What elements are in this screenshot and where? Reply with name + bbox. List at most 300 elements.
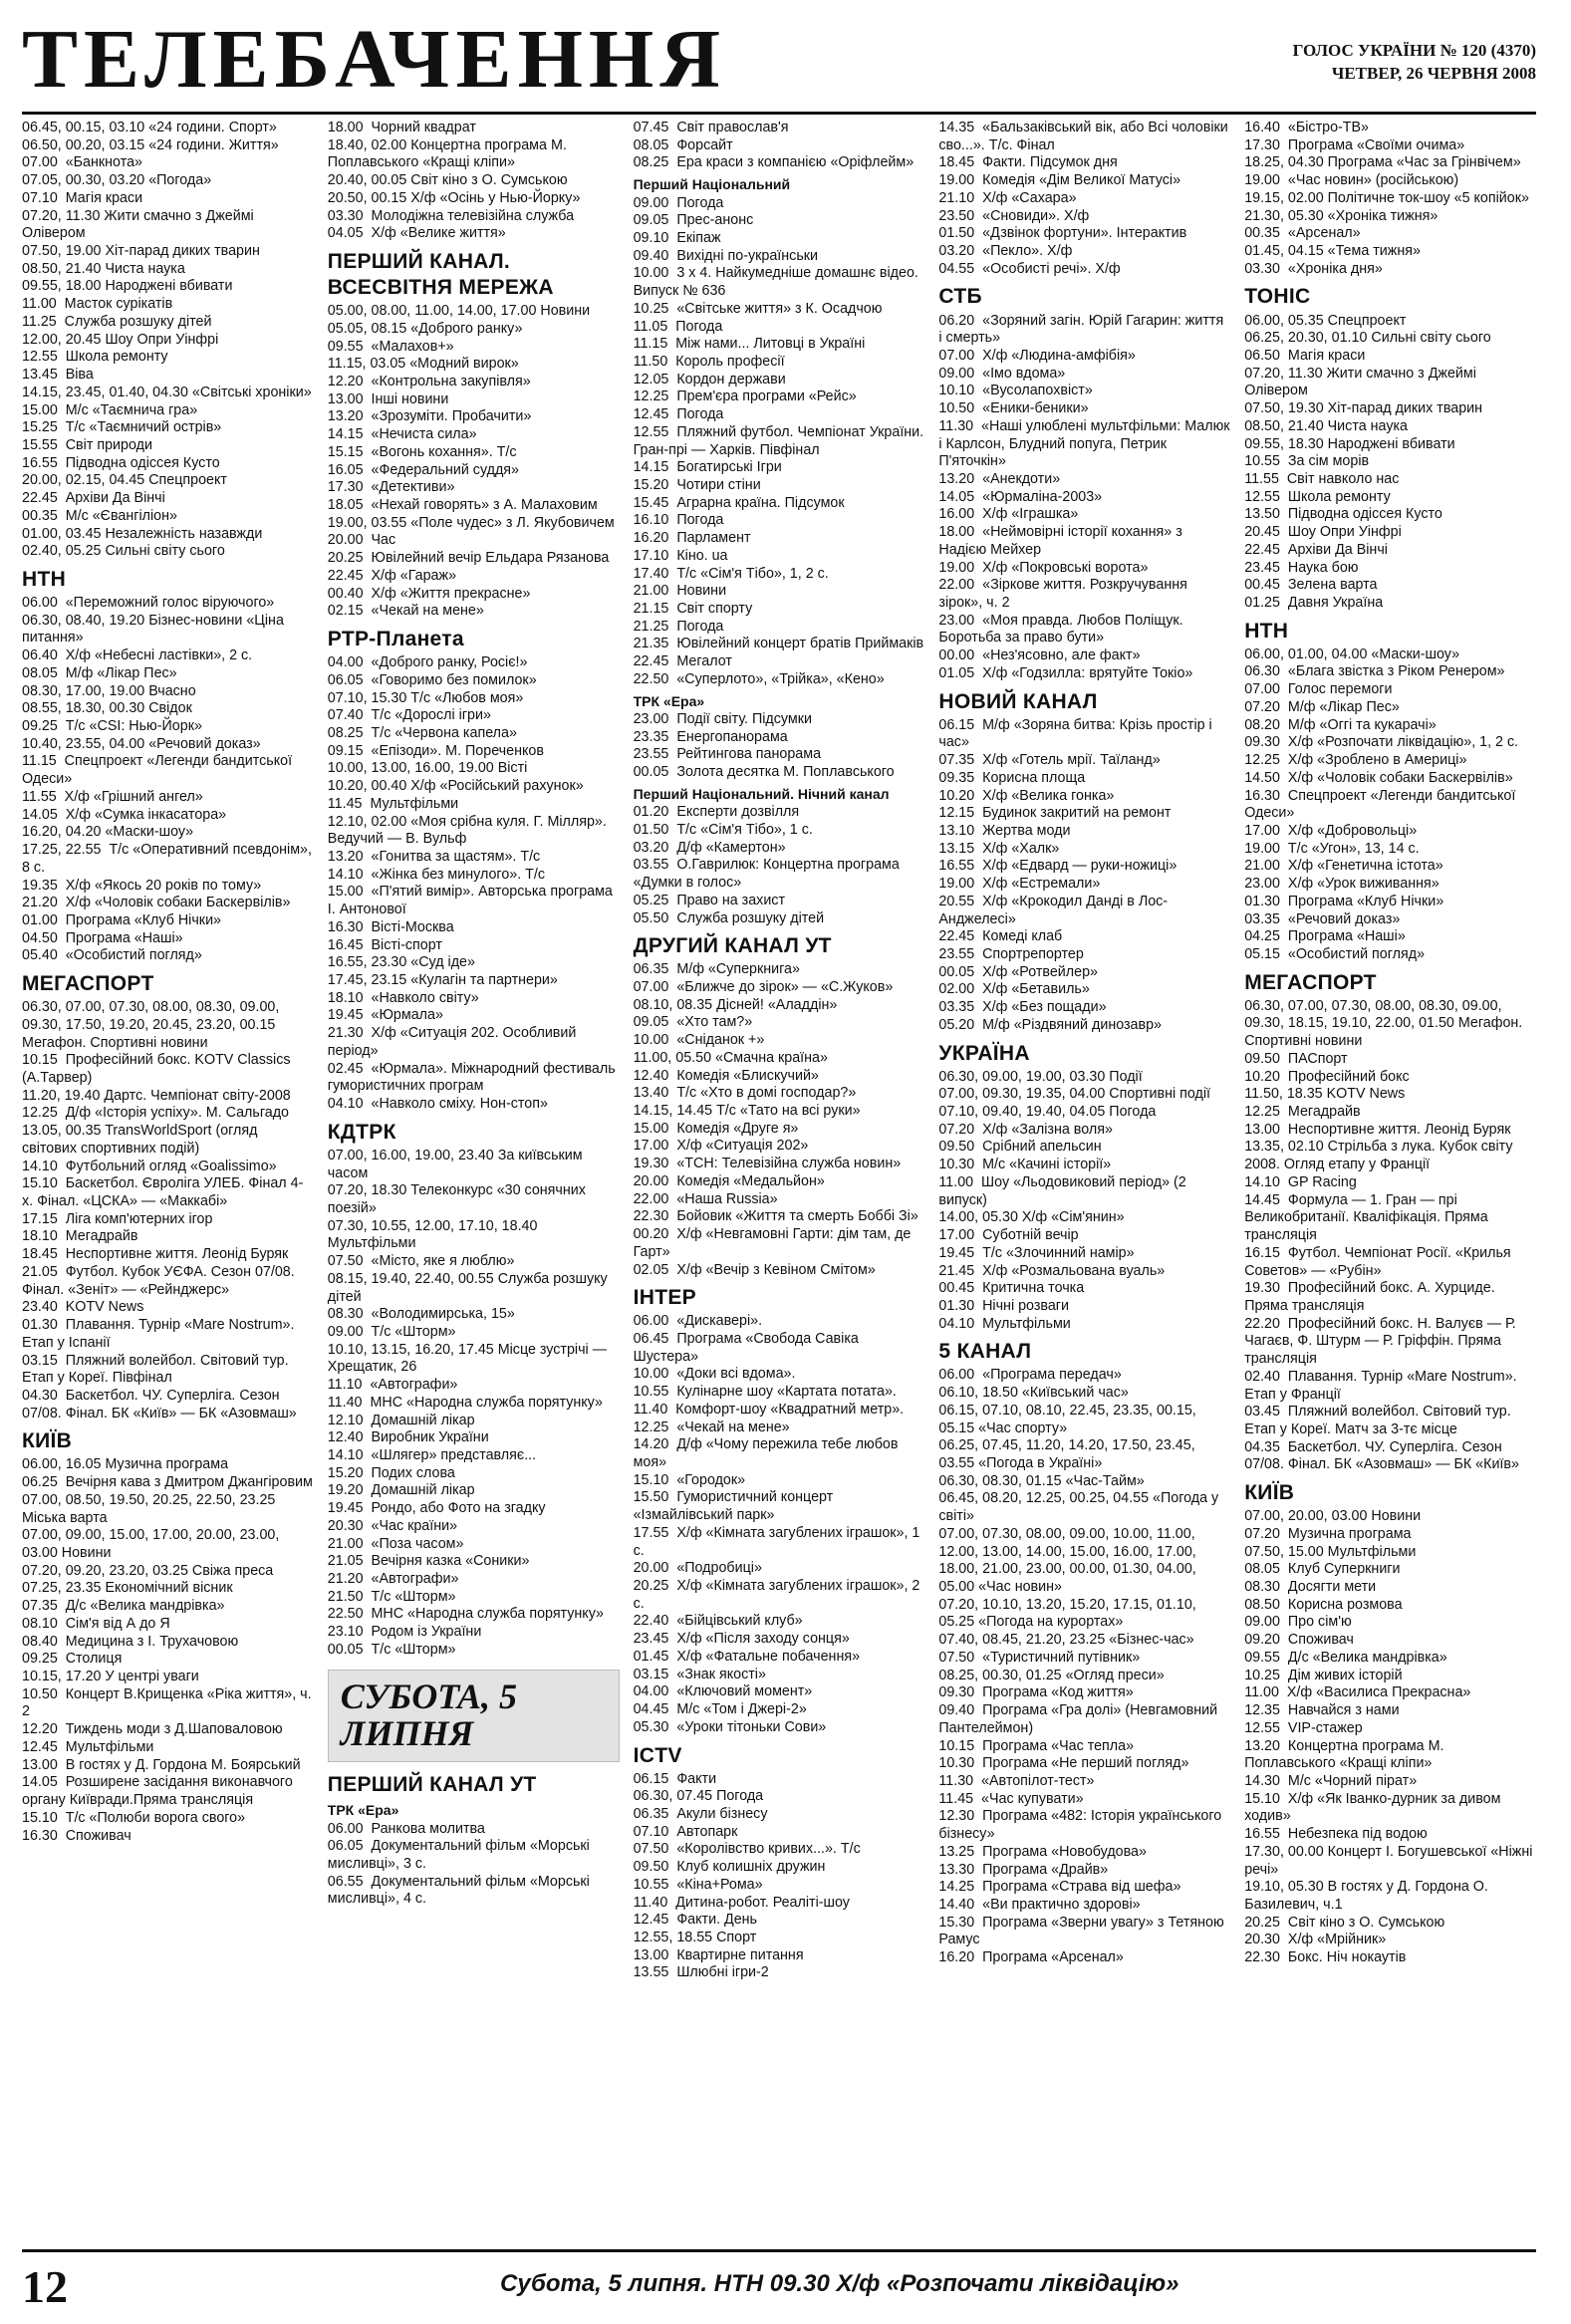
listing-item: 21.05 Футбол. Кубок УЄФА. Сезон 07/08. Фінал. «Зеніт» — «Рейнджерс» bbox=[22, 1263, 299, 1298]
listing-item: 03.15 Пляжний волейбол. Світовий тур. Етап у Кореї. Півфінал bbox=[22, 1352, 293, 1387]
listing-item: 11.50, 18.35 KOTV News bbox=[1244, 1086, 1406, 1103]
listing-item: 00.45 Зелена варта bbox=[1244, 577, 1378, 594]
channel-heading: ДРУГИЙ КАНАЛ УТ bbox=[633, 934, 832, 958]
listing-item: 03.35 Х/ф «Без пощади» bbox=[938, 999, 1107, 1016]
sub-heading: Перший Національний. Нічний канал bbox=[633, 785, 890, 802]
listing-item: 17.30 Програма «Своїми очима» bbox=[1244, 136, 1465, 153]
listing-item: 22.20 Професійний бокс. Н. Валуєв — Р. Чагаєв, Ф. Штурм — Р. Гріффін. Пряма трансляція bbox=[1244, 1315, 1520, 1368]
listing-item: 13.35, 02.10 Стрільба з лука. Кубок світу 2008. Огляд етапу у Франції bbox=[1244, 1139, 1517, 1173]
listing-item: 09.55, 18.30 Народжені вбивати bbox=[1244, 435, 1455, 452]
listing-item: 17.40 Т/с «Сім'я Тібо», 1, 2 с. bbox=[633, 565, 829, 582]
listing-item: 17.55 Х/ф «Кімната загублених іграшок», 1 с. bbox=[633, 1524, 924, 1559]
listing-item: 18.45 Факти. Підсумок дня bbox=[938, 154, 1118, 171]
listing-item: 23.55 Рейтингова панорама bbox=[633, 746, 822, 763]
issue-date: ЧЕТВЕР, 26 ЧЕРВНЯ 2008 bbox=[1331, 63, 1536, 83]
listing-item: 01.05 Х/ф «Годзилла: врятуйте Токіо» bbox=[938, 664, 1193, 681]
listing-item: 13.55 Шлюбні ігри-2 bbox=[633, 1964, 769, 1981]
listing-item: 02.15 «Чекай на мене» bbox=[327, 603, 484, 620]
listing-item: 06.55 Документальний фільм «Морські мисливці», 4 с. bbox=[327, 1873, 594, 1908]
listing-item: 21.00 Новини bbox=[633, 583, 727, 600]
listing-item: 07.00, 08.50, 19.50, 20.25, 22.50, 23.25 Міська варта bbox=[22, 1491, 280, 1526]
listing-item: 14.05 Х/ф «Сумка інкасатора» bbox=[22, 806, 227, 823]
listing-item: 20.00 Час bbox=[327, 532, 396, 549]
channel-heading: КДТРК bbox=[327, 1120, 396, 1144]
listing-item: 23.35 Енергопанорама bbox=[633, 728, 788, 745]
listing-item: 07.20, 10.10, 13.20, 15.20, 17.15, 01.10, 05.25 «Погода на курортах» bbox=[938, 1596, 1200, 1631]
listing-item: 07.20, 09.20, 23.20, 03.25 Свіжа преса bbox=[22, 1562, 274, 1579]
listing-item: 06.00 «Дискавері». bbox=[633, 1313, 763, 1330]
listing-item: 06.15 Факти bbox=[633, 1770, 717, 1787]
listing-item: 01.20 Експерти дозвілля bbox=[633, 804, 800, 821]
listing-item: 17.00 Суботній вечір bbox=[938, 1227, 1079, 1244]
listing-item: 17.30, 00.00 Концерт І. Богушевської «Ніжні речі» bbox=[1244, 1843, 1537, 1878]
listing-item: 10.55 «Кіна+Рома» bbox=[633, 1876, 763, 1893]
listing-item: 15.25 Т/с «Таємничий острів» bbox=[22, 419, 222, 436]
column-3 bbox=[633, 120, 928, 2231]
listing-item: 07.50, 19.00 Хіт-парад диких тварин bbox=[22, 243, 260, 260]
listing-item: 07.00, 16.00, 19.00, 23.40 За київським часом bbox=[327, 1147, 587, 1181]
listing-item: 07.00 «Ближче до зірок» — «С.Жуков» bbox=[633, 979, 894, 996]
listing-item: 11.30 «Наші улюблені мультфільми: Малюк і Карлсон, Блудний попуга, Петрик П'яточкін» bbox=[938, 417, 1234, 470]
listing-item: 01.50 Т/с «Сім'я Тібо», 1 с. bbox=[633, 821, 813, 838]
listing-item: 02.40, 05.25 Сильні світу сього bbox=[22, 543, 225, 560]
channel-heading: ІНТЕР bbox=[633, 1286, 696, 1310]
listing-item: 07.35 Д/с «Велика мандрівка» bbox=[22, 1598, 225, 1615]
listing-item: 11.10 «Автографи» bbox=[327, 1377, 458, 1394]
listing-item: 21.30 Х/ф «Ситуація 202. Особливий період» bbox=[327, 1025, 581, 1059]
channel-heading: НТН bbox=[22, 567, 67, 591]
listing-item: 05.00, 08.00, 11.00, 14.00, 17.00 Новини bbox=[327, 303, 591, 320]
listing-item: 14.05 Розширене засідання виконавчого органу Київради.Пряма трансляція bbox=[22, 1774, 297, 1809]
listing-item: 10.25 «Світське життя» з К. Осадчою bbox=[633, 300, 883, 317]
listing-item: 07.00, 20.00, 03.00 Новини bbox=[1244, 1508, 1422, 1525]
listing-item: 23.45 Х/ф «Після заходу сонця» bbox=[633, 1631, 850, 1648]
listing-item: 00.00 «Нез'ясовно, але факт» bbox=[938, 647, 1141, 664]
listing-item: 21.45 Х/ф «Розмальована вуаль» bbox=[938, 1262, 1166, 1279]
listing-item: 02.00 Х/ф «Бетавиль» bbox=[938, 981, 1090, 998]
listing-item: 12.30 Програма «482: Історія українського бізнесу» bbox=[938, 1808, 1226, 1843]
listing-item: 09.00 Про сім'ю bbox=[1244, 1614, 1352, 1631]
listing-item: 20.25 Ювілейний вечір Ельдара Рязанова bbox=[327, 550, 610, 567]
listing-item: 03.15 «Знак якості» bbox=[633, 1666, 766, 1682]
listing-item: 15.10 Баскетбол. Євроліга УЛЕБ. Фінал 4-х. Фінал. «ЦСКА» — «Маккабі» bbox=[22, 1175, 304, 1210]
listing-item: 08.40 Медицина з І. Трухачовою bbox=[22, 1633, 239, 1650]
listing-item: 10.00, 13.00, 16.00, 19.00 Вісті bbox=[327, 760, 528, 777]
listing-item: 01.50 «Дзвінок фортуни». Інтерактив bbox=[938, 225, 1187, 242]
listing-item: 08.30 «Володимирська, 15» bbox=[327, 1306, 515, 1323]
listing-item: 14.30 М/с «Чорний пірат» bbox=[1244, 1772, 1418, 1789]
listing-item: 03.30 «Хроніка дня» bbox=[1244, 260, 1383, 277]
listing-item: 15.20 Подих слова bbox=[327, 1464, 455, 1481]
listing-item: 12.25 Х/ф «Зроблено в Америці» bbox=[1244, 752, 1467, 769]
listing-item: 00.20 Х/ф «Невгамовні Гарти: дім там, де Гарт» bbox=[633, 1226, 916, 1260]
listing-item: 07.40, 08.45, 21.20, 23.25 «Бізнес-час» bbox=[938, 1632, 1194, 1649]
listing-item: 08.05 Клуб Суперкниги bbox=[1244, 1561, 1401, 1578]
listing-item: 03.20 Д/ф «Камертон» bbox=[633, 839, 786, 856]
listing-item: 23.00 «Моя правда. Любов Поліщук. Боротьба за право бути» bbox=[938, 612, 1187, 646]
listing-item: 22.45 Архіви Да Вінчі bbox=[22, 490, 165, 507]
listing-item: 09.00 Т/с «Шторм» bbox=[327, 1323, 456, 1340]
listing-item: 08.50, 21.40 Чиста наука bbox=[1244, 417, 1408, 434]
listing-item: 23.00 Події світу. Підсумки bbox=[633, 711, 812, 727]
listing-item: 19.15, 02.00 Політичне ток-шоу «5 копійок» bbox=[1244, 189, 1529, 206]
channel-heading: НТН bbox=[1244, 619, 1289, 643]
listing-item: 21.20 «Автографи» bbox=[327, 1571, 459, 1588]
listing-item: 09.40 Програма «Гра долі» (Невгамовний Пантелеймон) bbox=[938, 1702, 1222, 1736]
listing-item: 14.15, 14.45 Т/с «Тато на всі руки» bbox=[633, 1103, 861, 1120]
column-4 bbox=[938, 120, 1234, 2231]
listing-item: 10.50 «Еники-беники» bbox=[938, 400, 1089, 417]
listing-item: 05.25 Право на захист bbox=[633, 892, 786, 908]
listing-item: 09.10 Екіпаж bbox=[633, 229, 721, 246]
listing-item: 10.15 Програма «Час тепла» bbox=[938, 1737, 1135, 1754]
listing-item: 06.00, 05.35 Спецпроект bbox=[1244, 312, 1407, 329]
listing-item: 16.10 Погода bbox=[633, 512, 724, 529]
listing-item: 06.00, 16.05 Музична програма bbox=[22, 1456, 229, 1473]
listing-item: 06.05 Документальний фільм «Морські мисливці», 3 с. bbox=[327, 1838, 594, 1873]
listing-item: 07.25, 23.35 Економічний вісник bbox=[22, 1580, 233, 1597]
listing-item: 21.05 Вечірня казка «Соники» bbox=[327, 1553, 530, 1570]
listing-item: 12.35 Навчайся з нами bbox=[1244, 1702, 1400, 1719]
listing-item: 07.50 «Королівство кривих...». Т/с bbox=[633, 1841, 861, 1858]
listing-item: 18.40, 02.00 Концертна програма М. Поплавського «Кращі кліпи» bbox=[327, 136, 571, 171]
listing-item: 11.30 «Автопілот-тест» bbox=[938, 1772, 1095, 1789]
listing-item: 11.00 Шоу «Льодовиковий період» (2 випуск) bbox=[938, 1173, 1190, 1208]
listing-item: 06.30, 08.30, 01.15 «Час-Тайм» bbox=[938, 1472, 1145, 1489]
listing-item: 11.55 Х/ф «Грішний ангел» bbox=[22, 788, 203, 805]
listing-item: 14.10 GP Racing bbox=[1244, 1173, 1357, 1190]
listing-item: 16.55 Небезпека під водою bbox=[1244, 1826, 1428, 1843]
listing-item: 07.50 «Туристичний путівник» bbox=[938, 1649, 1141, 1666]
listing-item: 13.00 Інші новини bbox=[327, 390, 449, 407]
listing-item: 15.45 Аграрна країна. Підсумок bbox=[633, 494, 845, 511]
listing-item: 11.45 Мультфільми bbox=[327, 795, 459, 812]
listing-item: 15.00 М/с «Таємнича гра» bbox=[22, 401, 198, 418]
listing-item: 05.50 Служба розшуку дітей bbox=[633, 909, 825, 926]
listing-item: 09.40 Вихідні по-українськи bbox=[633, 247, 819, 264]
listing-item: 07.05, 00.30, 03.20 «Погода» bbox=[22, 172, 212, 189]
listing-item: 19.10, 05.30 В гостях у Д. Гордона О. Базилевич, ч.1 bbox=[1244, 1879, 1492, 1913]
listing-item: 03.30 Молодіжна телевізійна служба bbox=[327, 207, 575, 224]
listing-item: 10.00 «Доки всі вдома». bbox=[633, 1366, 796, 1383]
listing-item: 22.40 «Бійцівський клуб» bbox=[633, 1613, 803, 1630]
listing-item: 11.15 Між нами... Литовці в Україні bbox=[633, 336, 866, 353]
listing-item: 19.45 «Юрмала» bbox=[327, 1007, 443, 1024]
listing-item: 03.20 «Пекло». Х/ф bbox=[938, 243, 1073, 260]
listing-item: 14.15 Богатирські Ігри bbox=[633, 459, 782, 476]
listing-item: 12.10, 02.00 «Моя срібна куля. Г. Мілляр». Ведучий — В. Вульф bbox=[327, 813, 611, 848]
listing-item: 23.40 KOTV News bbox=[22, 1299, 144, 1316]
listing-item: 23.50 «Сновиди». Х/ф bbox=[938, 207, 1090, 224]
listing-item: 13.20 Концертна програма М. Поплавського «Кращі кліпи» bbox=[1244, 1737, 1448, 1772]
sub-heading: ТРК «Ера» bbox=[327, 1802, 399, 1819]
paper-name: ГОЛОС УКРАЇНИ № 120 (4370) bbox=[1292, 41, 1536, 60]
listing-item: 19.00, 03.55 «Поле чудес» з Л. Якубовичем bbox=[327, 514, 615, 531]
listing-item: 20.50, 00.15 Х/ф «Осінь у Нью-Йорку» bbox=[327, 189, 581, 206]
listing-item: 05.05, 08.15 «Доброго ранку» bbox=[327, 320, 523, 337]
listing-item: 07.00 Х/ф «Людина-амфібія» bbox=[938, 347, 1136, 364]
listing-item: 02.45 «Юрмала». Міжнародний фестиваль гумористичних програм bbox=[327, 1060, 620, 1095]
listing-item: 04.25 Програма «Наші» bbox=[1244, 928, 1406, 945]
listing-item: 19.45 Рондо, або Фото на згадку bbox=[327, 1500, 546, 1517]
listing-item: 10.20, 00.40 Х/ф «Російський рахунок» bbox=[327, 778, 584, 795]
listing-item: 19.30 «ТСН: Телевізійна служба новин» bbox=[633, 1156, 902, 1172]
listing-item: 17.45, 23.15 «Кулагін та партнери» bbox=[327, 972, 558, 988]
listing-item: 12.10 Домашній лікар bbox=[327, 1412, 475, 1428]
listing-item: 06.00, 01.00, 04.00 «Маски-шоу» bbox=[1244, 646, 1460, 662]
listing-item: 10.15, 17.20 У центрі уваги bbox=[22, 1669, 199, 1685]
listing-item: 10.00 «Сніданок +» bbox=[633, 1032, 765, 1049]
listing-item: 14.15 «Нечиста сила» bbox=[327, 426, 477, 443]
listing-item: 08.30, 17.00, 19.00 Вчасно bbox=[22, 682, 196, 699]
listing-item: 16.55 Х/ф «Едвард — руки-ножиці» bbox=[938, 858, 1178, 875]
listing-item: 13.00 Квартирне питання bbox=[633, 1946, 804, 1963]
listing-item: 16.00 Х/ф «Іграшка» bbox=[938, 506, 1079, 523]
listing-item: 12.55 VIP-стажер bbox=[1244, 1719, 1363, 1736]
listing-item: 14.20 Д/ф «Чому пережила тебе любов моя» bbox=[633, 1436, 903, 1471]
listing-item: 10.15 Професійний бокс. KOTV Classics (А.Тарвер) bbox=[22, 1052, 295, 1086]
listing-item: 19.00 «Час новин» (російською) bbox=[1244, 172, 1459, 189]
listing-item: 07.10, 09.40, 19.40, 04.05 Погода bbox=[938, 1104, 1157, 1121]
listing-item: 05.30 «Уроки тітоньки Сови» bbox=[633, 1718, 827, 1735]
listing-item: 04.00 «Ключовий момент» bbox=[633, 1683, 813, 1700]
listing-item: 16.20, 04.20 «Маски-шоу» bbox=[22, 824, 194, 841]
listing-item: 07.20, 11.30 Жити смачно з Джеймі Олівером bbox=[22, 207, 258, 242]
listing-item: 11.50 Король професії bbox=[633, 353, 785, 370]
listing-item: 00.05 Золота десятка М. Поплавського bbox=[633, 764, 895, 781]
listing-item: 06.20 «Зоряний загін. Юрій Гагарин: життя і смерть» bbox=[938, 312, 1228, 347]
listing-item: 17.10 Кіно. ua bbox=[633, 547, 728, 564]
listing-item: 21.15 Світ спорту bbox=[633, 601, 753, 618]
page-header bbox=[22, 13, 1536, 113]
listing-item: 10.55 За сім морів bbox=[1244, 453, 1370, 470]
listing-item: 23.45 Наука бою bbox=[1244, 559, 1359, 576]
listing-item: 06.25 Вечірня кава з Дмитром Джангіровим bbox=[22, 1474, 313, 1491]
channel-heading: КИЇВ bbox=[1244, 1481, 1295, 1505]
listing-item: 10.50 Концерт В.Крищенка «Ріка життя», ч. 2 bbox=[22, 1685, 316, 1720]
listing-item: 14.00, 05.30 Х/ф «Сім'янин» bbox=[938, 1209, 1125, 1226]
listing-item: 10.20 Професійний бокс bbox=[1244, 1068, 1410, 1085]
listing-item: 06.40 Х/ф «Небесні ластівки», 2 с. bbox=[22, 647, 253, 664]
listing-item: 21.20 Х/ф «Чоловік собаки Баскервілів» bbox=[22, 895, 291, 911]
listing-item: 23.10 Родом із України bbox=[327, 1624, 482, 1641]
listing-item: 19.00 Т/с «Угон», 13, 14 с. bbox=[1244, 840, 1420, 857]
listing-item: 19.00 Комедія «Дім Великої Матусі» bbox=[938, 172, 1181, 189]
listing-item: 06.45, 08.20, 12.25, 00.25, 04.55 «Погода у світі» bbox=[938, 1490, 1223, 1525]
channel-heading: МЕГАСПОРТ bbox=[1244, 970, 1377, 994]
listing-item: 00.40 Х/ф «Життя прекрасне» bbox=[327, 585, 531, 602]
header-rule bbox=[22, 112, 1536, 115]
channel-heading: МЕГАСПОРТ bbox=[22, 972, 154, 996]
listing-item: 15.00 «П'ятий вимір». Авторська програма І. Антонової bbox=[327, 884, 617, 918]
listing-item: 19.20 Домашній лікар bbox=[327, 1482, 475, 1499]
listing-item: 04.35 Баскетбол. ЧУ. Суперліга. Сезон 07/08. Фінал. БК «Азовмаш» — БК «Київ» bbox=[1244, 1438, 1519, 1473]
channel-heading: ПЕРШИЙ КАНАЛ УТ bbox=[327, 1773, 537, 1797]
listing-item: 21.10 Х/ф «Сахара» bbox=[938, 189, 1077, 206]
listing-item: 04.55 «Особисті речі». Х/ф bbox=[938, 260, 1121, 277]
listing-item: 06.45, 00.15, 03.10 «24 години. Спорт» bbox=[22, 120, 277, 135]
column-1 bbox=[22, 120, 314, 2231]
listing-item: 14.40 «Ви практично здорові» bbox=[938, 1896, 1141, 1913]
listing-item: 06.35 Акули бізнесу bbox=[633, 1805, 768, 1822]
listing-item: 17.30 «Детективи» bbox=[327, 479, 455, 496]
listing-item: 01.45, 04.15 «Тема тижня» bbox=[1244, 243, 1421, 260]
listing-item: 08.05 Форсайт bbox=[633, 136, 733, 153]
listing-item: 07.00, 07.30, 08.00, 09.00, 10.00, 11.00, 12.00, 13.00, 14.00, 15.00, 16.00, 17.00, 18.00, 21.00, 23.00, 00.00, 01.30, 04.00, 05.00 «Час новин» bbox=[938, 1525, 1200, 1596]
listing-item: 07.10 Магія краси bbox=[22, 189, 143, 206]
listing-item: 01.45 Х/ф «Фатальне побачення» bbox=[633, 1648, 861, 1665]
listing-item: 06.00 «Переможний голос віруючого» bbox=[22, 595, 275, 611]
listing-item: 17.00 Х/ф «Ситуація 202» bbox=[633, 1138, 809, 1155]
listing-item: 22.00 «Наша Russia» bbox=[633, 1190, 778, 1207]
channel-heading: КИЇВ bbox=[22, 1429, 73, 1453]
listing-item: 20.45 Шоу Опри Уінфрі bbox=[1244, 524, 1402, 541]
listing-item: 06.30, 07.00, 07.30, 08.00, 08.30, 09.00, 09.30, 18.15, 19.10, 22.00, 01.50 Мегафон. Спортивні новини bbox=[1244, 997, 1527, 1050]
listing-item: 04.10 «Навколо сміху. Нон-стоп» bbox=[327, 1096, 548, 1113]
listing-item: 17.00 Х/ф «Добровольці» bbox=[1244, 822, 1418, 839]
listing-item: 13.50 Підводна одіссея Кусто bbox=[1244, 506, 1442, 523]
listing-item: 18.10 «Навколо світу» bbox=[327, 989, 479, 1006]
listing-item: 11.15, 03.05 «Модний вирок» bbox=[327, 356, 519, 373]
listing-item: 10.10, 13.15, 16.20, 17.45 Місце зустрічі — Хрещатик, 26 bbox=[327, 1341, 611, 1376]
listing-item: 03.35 «Речовий доказ» bbox=[1244, 910, 1401, 927]
listing-item: 00.35 «Арсенал» bbox=[1244, 225, 1361, 242]
listing-item: 14.10 «Жінка без минулого». Т/с bbox=[327, 866, 546, 883]
channel-heading: НОВИЙ КАНАЛ bbox=[938, 689, 1098, 713]
channel-heading: ТОНІС bbox=[1244, 285, 1311, 309]
listing-item: 21.35 Ювілейний концерт братів Приймаків bbox=[633, 636, 924, 652]
listing-item: 10.55 Кулінарне шоу «Картата потата». bbox=[633, 1384, 897, 1401]
listing-item: 12.40 Комедія «Блискучий» bbox=[633, 1067, 819, 1084]
listing-item: 10.20 Х/ф «Велика гонка» bbox=[938, 787, 1115, 804]
listing-item: 18.45 Неспортивне життя. Леонід Буряк bbox=[22, 1246, 289, 1263]
listing-item: 11.00 Х/ф «Василиса Прекрасна» bbox=[1244, 1684, 1471, 1701]
listing-item: 16.30 Споживач bbox=[22, 1827, 131, 1844]
listing-item: 06.30, 07.00, 07.30, 08.00, 08.30, 09.00, 09.30, 17.50, 19.20, 20.45, 23.20, 00.15 Мегафон. Спортивні новини bbox=[22, 999, 284, 1051]
listing-item: 23.00 Х/ф «Урок виживання» bbox=[1244, 876, 1440, 893]
listing-item: 15.15 «Вогонь кохання». Т/с bbox=[327, 443, 517, 460]
listing-item: 00.05 Х/ф «Ротвейлер» bbox=[938, 963, 1098, 980]
listing-item: 13.00 Неспортивне життя. Леонід Буряк bbox=[1244, 1121, 1511, 1138]
listing-item: 12.45 Погода bbox=[633, 406, 724, 423]
listing-item: 16.05 «Федеральний суддя» bbox=[327, 461, 520, 478]
listing-item: 08.10 Сім'я від А до Я bbox=[22, 1615, 170, 1632]
listing-item: 05.40 «Особистий погляд» bbox=[22, 947, 202, 964]
listing-item: 11.00 Масток сурікатів bbox=[22, 296, 173, 313]
listing-item: 09.50 Клуб колишніх дружин bbox=[633, 1859, 826, 1876]
listing-item: 03.45 Пляжний волейбол. Світовий тур. Етап у Кореї. Матч за 3-тє місце bbox=[1244, 1404, 1515, 1437]
listing-item: 07.50, 19.30 Хіт-парад диких тварин bbox=[1244, 400, 1483, 417]
listing-item: 19.00 Х/ф «Естремали» bbox=[938, 876, 1101, 893]
listing-item: 09.20 Споживач bbox=[1244, 1632, 1354, 1649]
page-footer bbox=[22, 2249, 1536, 2312]
listing-item: 07.20, 11.30 Жити смачно з Джеймі Олівером bbox=[1244, 365, 1480, 399]
listing-item: 12.55 Пляжний футбол. Чемпіонат України. Гран-прі — Харків. Півфінал bbox=[633, 423, 928, 458]
listing-item: 11.25 Служба розшуку дітей bbox=[22, 313, 212, 330]
listing-item: 06.15, 07.10, 08.10, 22.45, 23.35, 00.15, 05.15 «Час спорту» bbox=[938, 1402, 1200, 1436]
listing-item: 16.55, 23.30 «Суд іде» bbox=[327, 954, 475, 971]
listing-item: 07.00 «Банкнота» bbox=[22, 154, 142, 171]
listing-item: 02.05 Х/ф «Вечір з Кевіном Смітом» bbox=[633, 1261, 876, 1278]
listing-item: 10.30 М/с «Качині історії» bbox=[938, 1157, 1112, 1173]
listing-item: 18.00 «Неймовірні історії кохання» з Надією Мейхер bbox=[938, 524, 1186, 558]
listing-item: 22.45 Архіви Да Вінчі bbox=[1244, 541, 1388, 558]
listing-item: 08.05 М/ф «Лікар Пес» bbox=[22, 664, 177, 681]
listing-item: 16.30 Вісті-Москва bbox=[327, 918, 454, 935]
listing-item: 10.40, 23.55, 04.00 «Речовий доказ» bbox=[22, 735, 261, 752]
listing-item: 20.00, 02.15, 04.45 Спецпроект bbox=[22, 472, 227, 489]
listing-item: 07.30, 10.55, 12.00, 17.10, 18.40 Мультфільми bbox=[327, 1217, 542, 1252]
listing-item: 08.30 Досягти мети bbox=[1244, 1579, 1377, 1596]
listing-item: 06.30, 07.45 Погода bbox=[633, 1788, 764, 1805]
channel-heading: ICTV bbox=[633, 1743, 682, 1767]
listing-item: 09.05 Прес-анонс bbox=[633, 212, 754, 229]
listing-item: 07.35 Х/ф «Готель мрії. Таїланд» bbox=[938, 752, 1161, 769]
listing-item: 21.00 Х/ф «Генетична істота» bbox=[1244, 858, 1443, 875]
sub-heading: Перший Національний bbox=[633, 176, 791, 193]
listing-item: 15.55 Світ природи bbox=[22, 436, 152, 453]
listing-item: 01.25 Давня Україна bbox=[1244, 595, 1384, 611]
listing-item: 06.10, 18.50 «Київський час» bbox=[938, 1385, 1129, 1402]
listing-item: 12.25 Прем'єра програми «Рейс» bbox=[633, 388, 857, 405]
listing-item: 17.15 Ліга комп'ютерних ігор bbox=[22, 1210, 213, 1227]
listing-item: 06.35 М/ф «Суперкнига» bbox=[633, 961, 800, 978]
listing-item: 12.25 Д/ф «Історія успіху». М. Сальгадо bbox=[22, 1105, 289, 1122]
listing-item: 06.30 «Блага звістка з Ріком Ренером» bbox=[1244, 663, 1505, 680]
column-2 bbox=[328, 120, 620, 2231]
listing-item: 13.45 Віва bbox=[22, 367, 94, 384]
listing-item: 16.30 Спецпроект «Легенди бандитської Одеси» bbox=[1244, 787, 1520, 822]
listing-item: 16.45 Вісті-спорт bbox=[327, 936, 442, 953]
listing-item: 13.20 «Анекдоти» bbox=[938, 470, 1061, 487]
listing-item: 12.00, 20.45 Шоу Опри Уінфрі bbox=[22, 331, 219, 348]
channel-heading: ПЕРШИЙ КАНАЛ. ВСЕСВІТНЯ МЕРЕЖА bbox=[327, 250, 554, 300]
listing-item: 09.50 ПАСпорт bbox=[1244, 1050, 1348, 1067]
listing-item: 08.15, 19.40, 22.40, 00.55 Служба розшуку дітей bbox=[327, 1270, 612, 1305]
listing-item: 08.50, 21.40 Чиста наука bbox=[22, 260, 185, 277]
listing-item: 20.55 Х/ф «Крокодил Данді в Лос-Анджелесі» bbox=[938, 893, 1169, 927]
listing-item: 13.10 Жертва моди bbox=[938, 822, 1071, 839]
listing-item: 18.10 Мегадрайв bbox=[22, 1228, 138, 1245]
listing-item: 13.05, 00.35 TransWorldSport (огляд світових спортивних подій) bbox=[22, 1123, 262, 1157]
listing-item: 22.45 Х/ф «Гараж» bbox=[327, 567, 457, 584]
footer-promo: Субота, 5 липня. НТН 09.30 Х/ф «Розпочати ліквідацію» bbox=[500, 2270, 1179, 2297]
listing-item: 11.00, 05.50 «Смачна країна» bbox=[633, 1049, 828, 1066]
listing-item: 07.45 Світ православ'я bbox=[633, 120, 789, 135]
listing-item: 10.10 «Вусолапохвіст» bbox=[938, 383, 1093, 399]
listing-item: 06.00 Ранкова молитва bbox=[327, 1820, 485, 1837]
listing-item: 01.00 Програма «Клуб Нічки» bbox=[22, 911, 222, 928]
listing-item: 06.50, 00.20, 03.15 «24 години. Життя» bbox=[22, 136, 279, 153]
listing-item: 11.55 Світ навколо нас bbox=[1244, 470, 1400, 487]
column-5 bbox=[1244, 120, 1536, 2231]
listing-item: 00.05 Т/с «Шторм» bbox=[327, 1641, 456, 1658]
listing-item: 07.00, 09.00, 15.00, 17.00, 20.00, 23.00, 03.00 Новини bbox=[22, 1527, 284, 1561]
listing-item: 09.55 «Малахов+» bbox=[327, 338, 454, 355]
listing-item: 12.55 Школа ремонту bbox=[22, 349, 168, 366]
listing-item: 00.45 Критична точка bbox=[938, 1280, 1085, 1297]
listing-item: 20.00 «Подробиці» bbox=[633, 1560, 762, 1577]
listing-item: 11.40 Дитина-робот. Реаліті-шоу bbox=[633, 1894, 850, 1911]
listing-item: 14.10 Футбольний огляд «Goalissimo» bbox=[22, 1158, 277, 1174]
listing-item: 20.25 Х/ф «Кімната загублених іграшок», 2 с. bbox=[633, 1578, 924, 1612]
section-title: ТЕЛЕБАЧЕННЯ bbox=[22, 13, 726, 106]
listing-item: 08.20 М/ф «Оггі та кукарачі» bbox=[1244, 716, 1437, 733]
listing-item: 11.05 Погода bbox=[633, 318, 723, 335]
issue-meta bbox=[1293, 40, 1536, 86]
listing-item: 09.15 «Епізоди». М. Пореченков bbox=[327, 742, 544, 759]
channel-heading: УКРАЇНА bbox=[938, 1041, 1030, 1065]
